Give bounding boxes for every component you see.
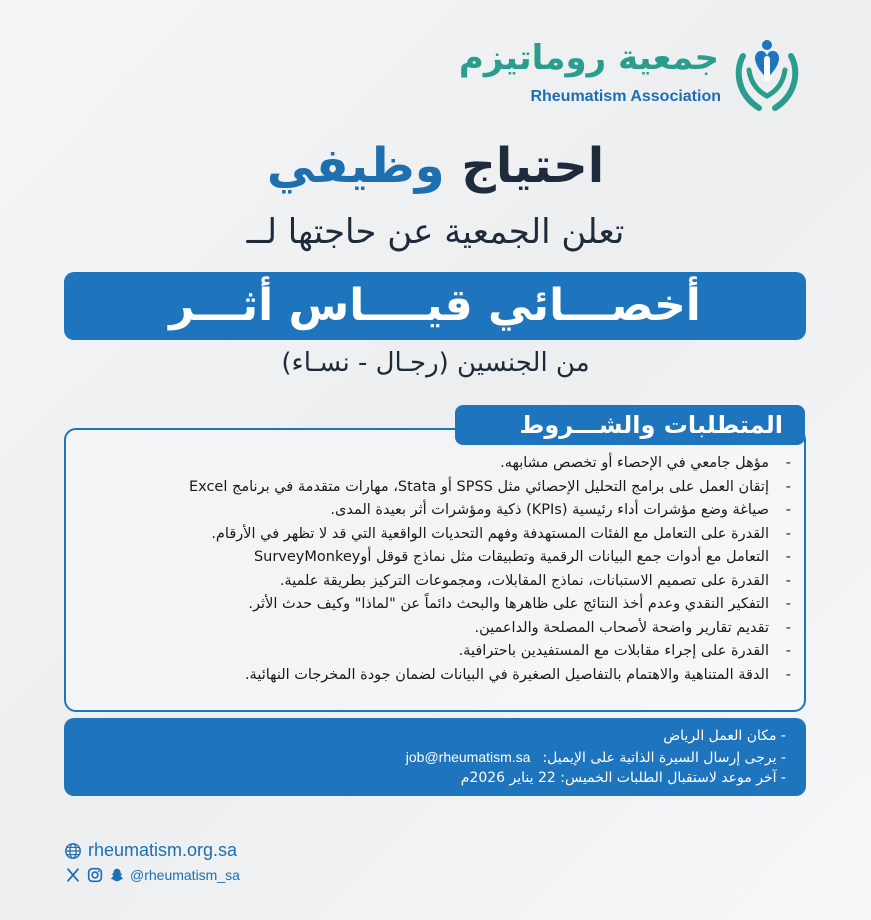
requirement-item: -التفكير النقدي وعدم أخذ النتائج على ظاهرها والبحث دائماً عن "لماذا" وكيف حدث الأثر.: [248, 596, 791, 612]
x-icon[interactable]: [64, 866, 82, 884]
job-title-banner: أخصـــائي قيــــاس أثـــر: [64, 272, 806, 340]
title-part-2: وظيفي: [266, 138, 445, 194]
instagram-icon[interactable]: [86, 866, 104, 884]
requirement-item: -تقديم تقارير واضحة لأصحاب المصلحة والداعمين.: [474, 619, 791, 636]
logo-english-name: Rheumatism Association: [530, 88, 721, 105]
social-row: [64, 866, 240, 884]
requirement-item: -القدرة على إجراء مقابلات مع المستفيدين باحترافية.: [458, 643, 791, 659]
requirements-heading: المتطلبات والشـــروط: [455, 405, 805, 445]
requirement-item: -القدرة على تصميم الاستبانات، نماذج المقابلات، ومجموعات التركيز بطريقة علمية.: [279, 572, 791, 589]
logo: [445, 36, 805, 116]
gender-note: من الجنسين (رجـال - نسـاء): [281, 348, 590, 378]
cv-label: - يرجى إرسال السيرة الذاتية على الإيميل:: [542, 750, 786, 766]
cv-instruction: [406, 747, 786, 768]
requirement-item: -القدرة على التعامل مع الفئات المستهدفة وفهم التحديات الواقعية التي قد لا تظهر في الأرقام.: [211, 525, 791, 542]
requirements-list: [91, 452, 791, 687]
subtitle: تعلن الجمعية عن حاجتها لــ: [246, 212, 625, 252]
application-info-list: [406, 726, 786, 789]
email-link[interactable]: job@rheumatism.sa: [405, 749, 531, 765]
website-url[interactable]: rheumatism.org.sa: [88, 840, 238, 860]
requirement-item: -إتقان العمل على برامج التحليل الإحصائي مثل SPSS أو Stata، مهارات متقدمة في برنامج Excel: [188, 478, 791, 495]
globe-icon: [64, 842, 82, 860]
website-row[interactable]: [64, 840, 237, 861]
social-handle[interactable]: @rheumatism_sa: [130, 867, 240, 883]
snapchat-icon[interactable]: [108, 866, 126, 884]
requirement-item: -صياغة وضع مؤشرات أداء رئيسية (KPIs) ذكية ومؤشرات أثر بعيدة المدى.: [330, 502, 791, 518]
requirement-item: -مؤهل جامعي في الإحصاء أو تخصص مشابهه.: [500, 455, 791, 471]
work-location: - مكان العمل الرياض: [663, 728, 786, 744]
requirement-item: -الدقة المتناهية والاهتمام بالتفاصيل الصغيرة في البيانات لضمان جودة المخرجات النهائية.: [244, 666, 791, 683]
title-part-1: احتياج: [461, 138, 605, 194]
logo-arabic-name: جمعية روماتيزم: [458, 38, 719, 78]
hands-heart-logo-icon: [729, 36, 805, 116]
requirement-item: -التعامل مع أدوات جمع البيانات الرقمية وتطبيقات مثل نماذج قوقل أوSurveyMonkey: [253, 549, 791, 565]
application-info-box: [64, 718, 806, 796]
deadline: - آخر موعد لاستقبال الطلبات الخميس: 22 يناير 2026م: [460, 770, 786, 786]
page-title: [0, 138, 871, 194]
